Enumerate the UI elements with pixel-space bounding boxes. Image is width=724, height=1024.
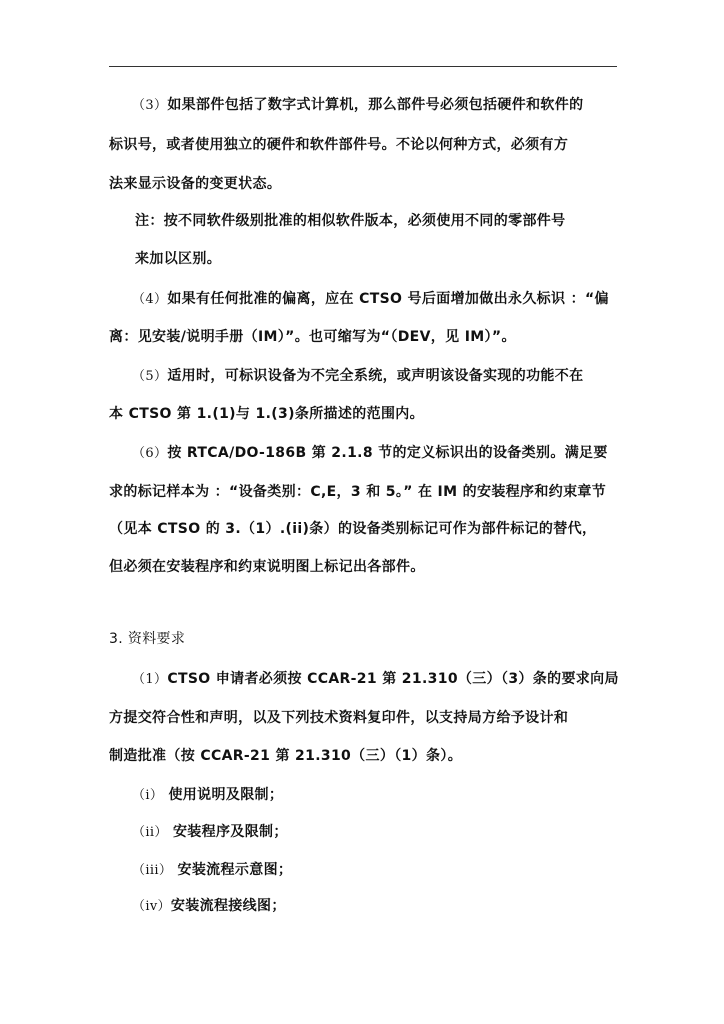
paragraph-text: 按 RTCA/DO-186B 第 2.1.8 节的定义标识出的设备类别。满足要 xyxy=(167,445,608,461)
paragraph-6-line-4: 但必须在安装程序和约束说明图上标记出各部件。 xyxy=(109,559,425,575)
section-heading: 3. 资料要求 xyxy=(109,631,186,647)
list-item-text: 安装程序及限制； xyxy=(172,824,288,840)
list-item xyxy=(132,861,292,880)
paragraph-number: （4） xyxy=(132,292,168,307)
paragraph-6-line-1 xyxy=(132,444,608,463)
paragraph-number: （6） xyxy=(132,446,168,461)
paragraph-number: （5） xyxy=(132,369,168,384)
paragraph-4-line-2: 离：见安装/说明手册（IM）”。也可缩写为“（DEV，见 IM）”。 xyxy=(109,329,516,345)
paragraph-text: 如果有任何批准的偏离，应在 CTSO 号后面增加做出永久标识 ：“偏 xyxy=(167,291,609,307)
list-item xyxy=(132,823,288,842)
list-item-text: 安装流程接线图； xyxy=(170,898,286,914)
section-3-paragraph-1-line-3: 制造批准（按 CCAR-21 第 21.310（三）（1）条）。 xyxy=(109,748,463,764)
note-line-1: 注：按不同软件级别批准的相似软件版本，必须使用不同的零部件号 xyxy=(135,213,566,229)
list-item-number: （iv） xyxy=(132,899,171,914)
paragraph-6-line-2: 求的标记样本为 ：“设备类别：C,E，3 和 5。” 在 IM 的安装程序和约束章节 xyxy=(109,484,607,500)
paragraph-5-line-1 xyxy=(132,367,583,386)
list-item xyxy=(132,897,286,916)
section-3-paragraph-1-line-1 xyxy=(132,670,619,689)
header-rule xyxy=(109,66,617,67)
list-item-number: （ii） xyxy=(132,825,168,840)
paragraph-3-line-2: 标识号，或者使用独立的硬件和软件部件号。不论以何种方式，必须有方 xyxy=(109,137,569,153)
list-item xyxy=(132,786,283,805)
paragraph-text: CTSO 申请者必须按 CCAR-21 第 21.310（三）（3）条的要求向局 xyxy=(167,671,619,687)
paragraph-5-line-2: 本 CTSO 第 1.(1)与 1.(3)条所描述的范围内。 xyxy=(109,406,424,422)
list-item-number: （i） xyxy=(132,788,164,803)
paragraph-6-line-3: （见本 CTSO 的 3.（1）.(ii)条）的设备类别标记可作为部件标记的替代， xyxy=(109,521,597,537)
paragraph-3-line-3: 法来显示设备的变更状态。 xyxy=(109,176,282,192)
list-item-number: （iii） xyxy=(132,863,173,878)
list-item-text: 安装流程示意图； xyxy=(177,862,293,878)
paragraph-4-line-1 xyxy=(132,290,609,309)
paragraph-number: （1） xyxy=(132,672,168,687)
note-line-2: 来加以区别。 xyxy=(135,251,222,267)
paragraph-number: （3） xyxy=(132,98,168,113)
paragraph-text: 适用时，可标识设备为不完全系统，或声明该设备实现的功能不在 xyxy=(167,368,584,384)
section-3-paragraph-1-line-2: 方提交符合性和声明，以及下列技术资料复印件，以支持局方给予设计和 xyxy=(109,710,569,726)
paragraph-3-line-1 xyxy=(132,96,583,115)
list-item-text: 使用说明及限制； xyxy=(168,787,284,803)
paragraph-text: 如果部件包括了数字式计算机，那么部件号必须包括硬件和软件的 xyxy=(167,97,584,113)
